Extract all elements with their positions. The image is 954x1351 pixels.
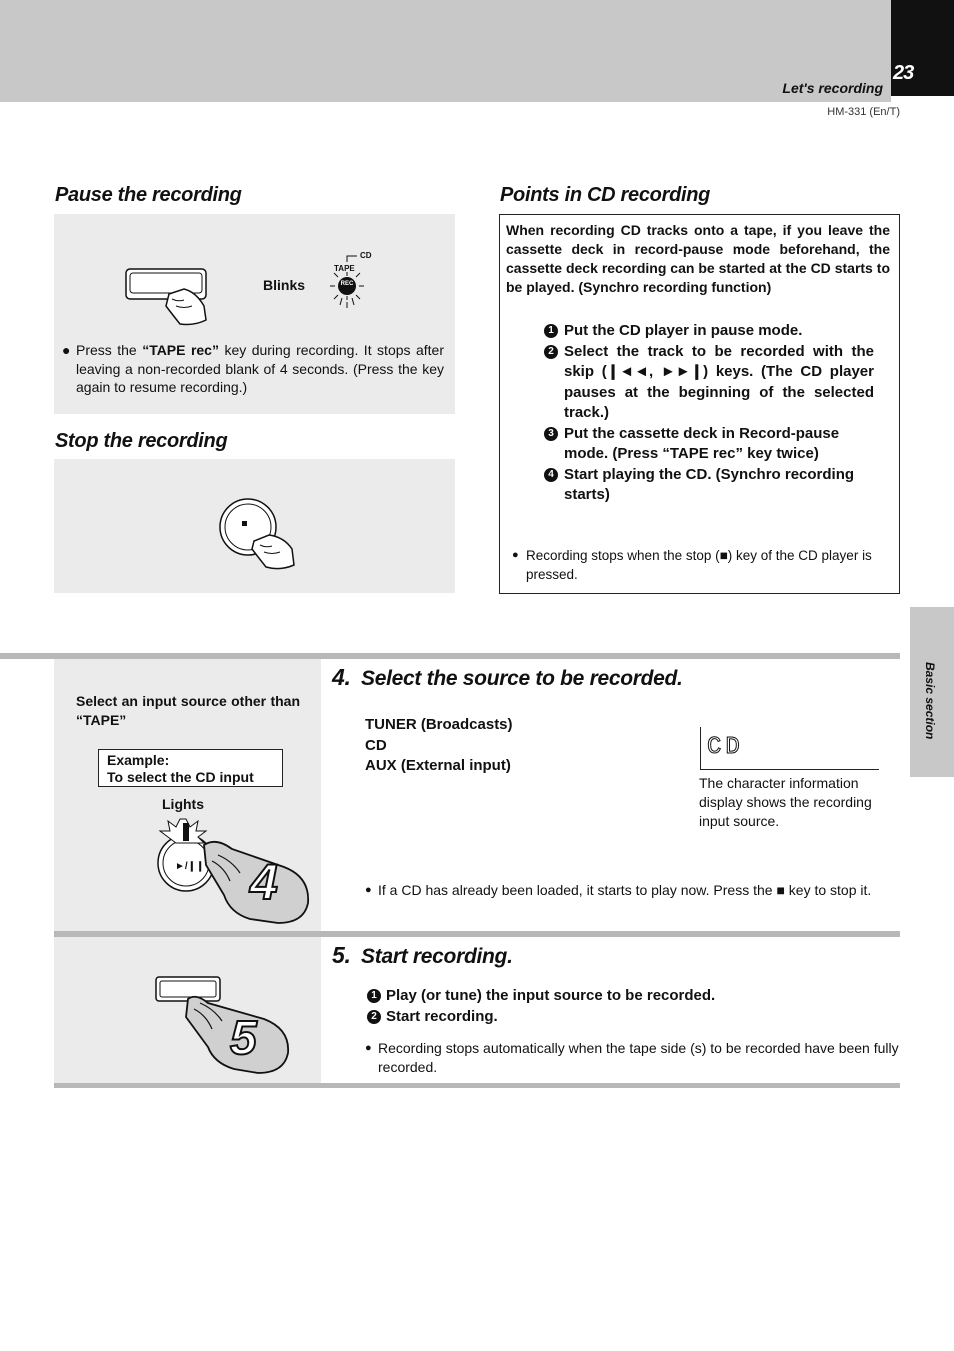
step5-heading [332,942,513,969]
step5-step-text: Start recording. [386,1007,498,1025]
step5-note-text: Recording stops automatically when the tape side (s) to be recorded have been fully recorded. [378,1040,899,1075]
page-number: 23 [893,62,914,84]
step4-note-text: If a CD has already been loaded, it starts to play now. Press the ■ key to stop it. [378,882,872,898]
step-number-icon: 4 [544,468,558,482]
points-note: ● Recording stops when the stop (■) key of the CD player is pressed. [512,546,896,584]
step5-number: 5. [332,942,351,968]
rec-small-label: REC [340,281,354,287]
points-step-list [544,321,874,506]
pause-panel [54,214,455,414]
step5-left-panel [54,937,321,1083]
step-number-icon: 3 [544,427,558,441]
step5-step-text: Play (or tune) the input source to be recorded. [386,987,716,1004]
step-number-icon: 1 [544,324,558,338]
character-display [700,727,879,770]
step4-heading [332,664,683,691]
step-number-icon: 2 [367,1010,381,1024]
step4-instruction: Select an input source other than “TAPE” [76,693,300,728]
pause-heading: Pause the recording [55,184,242,206]
points-step-text: Start playing the CD. (Synchro recording starts) [564,465,855,503]
source-aux: AUX (External input) [365,757,511,774]
example-line2: To select the CD input [107,769,254,785]
points-intro: When recording CD tracks onto a tape, if you leave the cassette deck in record-pause mode beforehand, the cassette deck recording can be started at the CD starts to be played. (Synchro recording function) [506,222,890,295]
cd-small-label: CD [360,251,372,260]
step-number-icon: 1 [367,989,381,1003]
step5-bottom-rule [54,1083,900,1088]
step5-step [367,986,887,1007]
points-step-text: Put the CD player in pause mode. [564,322,803,339]
tape-rec-key-hand-icon [114,254,224,329]
hand-digit-5: 5 [230,1012,257,1065]
points-box [499,214,900,594]
pause-bullet: ● Press the “TAPE rec” key during recording. It stops after leaving a non-recorded blank of 4 seconds. (Press the key again to resume recording.) [62,342,444,395]
pause-bullet-key: “TAPE rec” [142,342,219,358]
pause-bullet-pre: Press the [76,342,143,358]
stop-panel [54,459,455,593]
example-line1: Example: [107,752,170,768]
step5-step-list [367,986,887,1027]
play-pause-label: ►/❙❙ [175,861,205,872]
step4-note: ● If a CD has already been loaded, it starts to play now. Press the ■ key to stop it. [365,881,901,900]
step5-note: ● Recording stops automatically when the tape side (s) to be recorded have been fully recorded. [365,1039,910,1077]
step-number-icon: 2 [544,345,558,359]
points-heading: Points in CD recording [500,184,711,206]
step5-title: Start recording. [361,945,513,968]
source-tuner: TUNER (Broadcasts) [365,716,513,733]
blinks-label: Blinks [263,277,306,293]
display-caption: The character information display shows the recording input source. [699,775,872,829]
step4-title: Select the source to be recorded. [361,667,683,690]
step4-number: 4. [332,664,351,690]
points-step-text: Put the cassette deck in Record-pause mode. (Press “TAPE rec” key twice) [564,424,840,462]
tape-small-label: TAPE [334,264,355,273]
stop-heading: Stop the recording [55,430,228,452]
step5-step [367,1007,887,1028]
points-note-text: Recording stops when the stop (■) key of the CD player is pressed. [526,548,872,582]
points-step [544,424,874,465]
lights-label: Lights [162,796,204,812]
display-text: CD [707,734,744,761]
side-tab-label: Basic section [923,662,937,740]
section-title: Let's recording [782,80,883,96]
record-key-hand-icon [152,963,302,1079]
points-step-text: Select the track to be recorded with the skip (❙◄◄, ►►❙) keys. (The CD player pauses at the beginning of the selected track.) [564,342,874,421]
points-step [544,465,874,506]
model-number: HM-331 (En/T) [827,106,900,118]
example-box [98,749,283,787]
source-list [365,715,513,777]
pause-bullet-post: key during recording. It stops after leaving a non-recorded blank of 4 seconds. (Press the key again to resume recording.) [76,342,444,395]
source-cd: CD [365,736,387,754]
points-step [544,342,874,424]
points-step [544,321,874,342]
hand-digit-4: 4 [250,854,278,910]
step4-left-panel [54,659,321,931]
stop-key-hand-icon [214,493,304,573]
